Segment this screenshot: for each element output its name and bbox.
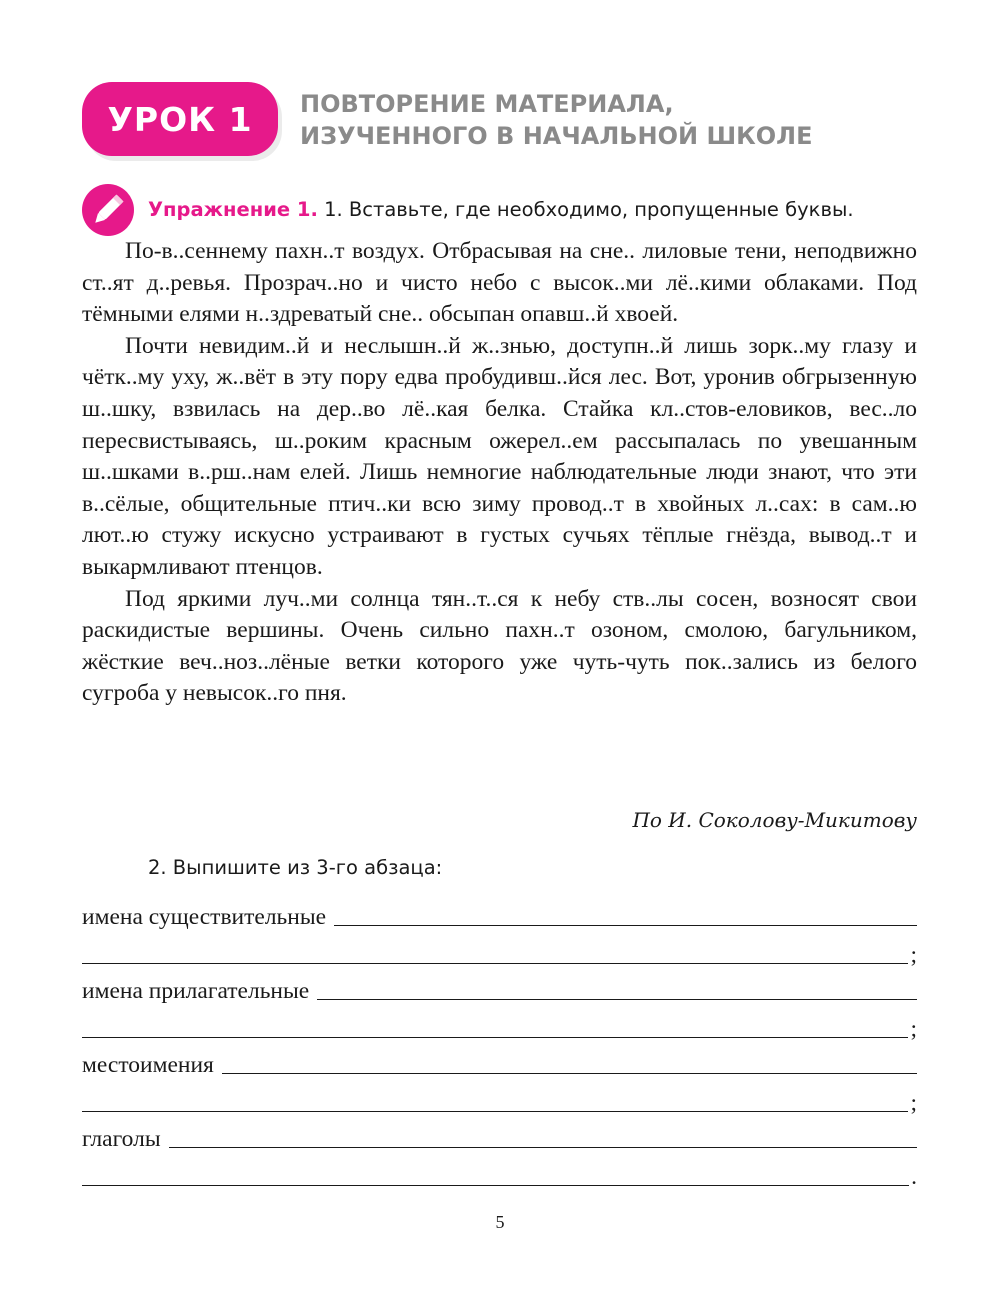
answer-punct: ; bbox=[910, 1090, 917, 1116]
answer-row-nouns bbox=[82, 900, 917, 930]
paragraph-2: Почти невидим..й и неслышн..й ж..знью, доступн..й лишь зорк..му глазу и чётк..му уху, ж..вёт в эту пору едва пробудивш..йся лес. Вот, уронив обгрызенную ш..шку, взвилась на дер..во лё..кая белка. Стайка кл..стов-еловиков, вес..ло пересвистываясь, ш..роким красным ожерел..ем рассыпалась по увешанным ш..шками в..рш..нам елей. Лишь немногие наблюдательные люди знают, что эти в..сёлые, общительные птич..ки всю зиму провод..т в хвойных л..сах: в сам..ю лют..ю стужу искусно устраивают в густых сучьях тёплые гнёзда, вывод..т и выкармливают птенцов. bbox=[82, 332, 917, 580]
exercise-text-body bbox=[82, 236, 917, 710]
lesson-badge bbox=[82, 82, 278, 156]
answer-row-verbs-cont bbox=[82, 1160, 917, 1190]
lesson-title-line-2: ИЗУЧЕННОГО В НАЧАЛЬНОЙ ШКОЛЕ bbox=[300, 122, 813, 150]
exercise-task-2: 2. Выпишите из 3-го абзаца: bbox=[148, 856, 443, 879]
answer-line[interactable] bbox=[82, 1089, 908, 1112]
answer-row-nouns-cont bbox=[82, 938, 917, 968]
answer-line[interactable] bbox=[82, 941, 908, 964]
answer-line[interactable] bbox=[334, 903, 917, 926]
page-number: 5 bbox=[495, 1212, 505, 1232]
answer-line[interactable] bbox=[82, 1163, 909, 1186]
answer-punct: ; bbox=[910, 1016, 917, 1042]
answer-label-nouns: имена существительные bbox=[82, 904, 327, 930]
exercise-label: Упражнение 1. bbox=[148, 198, 318, 221]
exercise-task-1: 1. Вставьте, где необходимо, пропущенные буквы. bbox=[324, 198, 854, 221]
answer-line[interactable] bbox=[169, 1125, 917, 1148]
answer-punct: ; bbox=[910, 942, 917, 968]
answer-line[interactable] bbox=[82, 1015, 908, 1038]
answer-punct: . bbox=[911, 1164, 917, 1190]
answer-row-pronouns-cont bbox=[82, 1086, 917, 1116]
pencil-icon bbox=[82, 184, 134, 236]
answer-line[interactable] bbox=[222, 1051, 917, 1074]
answer-line[interactable] bbox=[317, 977, 917, 1000]
answer-row-adjectives-cont bbox=[82, 1012, 917, 1042]
answer-row-verbs bbox=[82, 1122, 917, 1152]
answer-row-adjectives bbox=[82, 974, 917, 1004]
lesson-title bbox=[300, 88, 812, 152]
answer-label-adjectives: имена прилагательные bbox=[82, 978, 310, 1004]
exercise-header bbox=[82, 184, 922, 236]
answer-label-verbs: глаголы bbox=[82, 1126, 161, 1152]
paragraph-1: По-в..сеннему пахн..т воздух. Отбрасывая на сне.. лиловые тени, неподвижно ст..ят д..ревья. Прозрач..но и чисто небо с выcок..ми лё..кими облаками. Под тёмными елями н..здреватый сне.. обсыпан опавш..й хвоей. bbox=[82, 238, 917, 328]
lesson-badge-label: УРОК 1 bbox=[107, 99, 253, 139]
answer-row-pronouns bbox=[82, 1048, 917, 1078]
exercise-text bbox=[148, 198, 854, 221]
answer-label-pronouns: местоимения bbox=[82, 1052, 214, 1078]
paragraph-3: Под яркими луч..ми солнца тян..т..ся к небу ств..лы сосен, возносят свои раскидистые вершины. Очень сильно пахн..т озоном, смолою, багульником, жёсткие веч..ноз..лёные ветки которого уже чуть-чуть пок..зались из белого сугроба у невысок..го пня. bbox=[82, 585, 917, 707]
author-attribution: По И. Соколову-Микитову bbox=[632, 808, 917, 832]
lesson-title-line-1: ПОВТОРЕНИЕ МАТЕРИАЛА, bbox=[300, 90, 674, 118]
